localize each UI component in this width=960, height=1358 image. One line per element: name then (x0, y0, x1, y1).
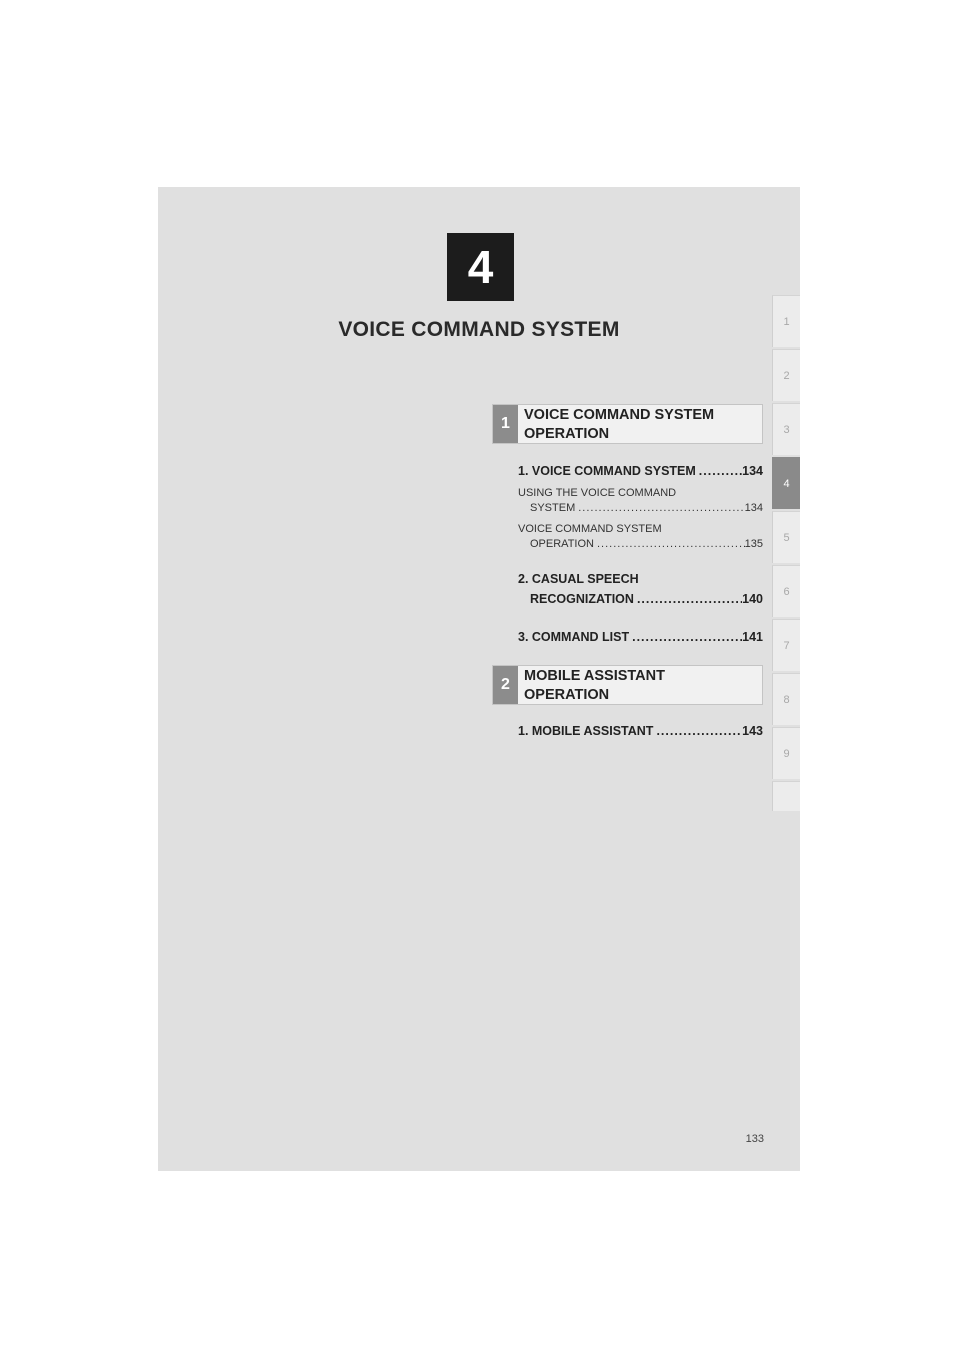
chapter-tab-9[interactable]: 9 (772, 727, 800, 779)
toc-section-1 (492, 462, 763, 646)
toc-entry[interactable]: 1. MOBILE ASSISTANT ..... 143 (492, 722, 763, 740)
section-header-2 (492, 665, 763, 705)
chapter-tab-6[interactable]: 6 (772, 565, 800, 617)
toc-entry[interactable]: RECOGNIZATION ..... 140 (492, 590, 763, 608)
toc-entry[interactable]: 1. VOICE COMMAND SYSTEM ..... 134 (492, 462, 763, 480)
chapter-tabs (772, 295, 800, 813)
chapter-tab-1[interactable]: 1 (772, 295, 800, 347)
toc-section-2 (492, 722, 763, 740)
chapter-tab-3[interactable]: 3 (772, 403, 800, 455)
toc-subentry[interactable]: OPERATION ..... 135 (492, 537, 763, 552)
chapter-tab-2[interactable]: 2 (772, 349, 800, 401)
toc-subentry-label: VOICE COMMAND SYSTEM (518, 523, 662, 535)
toc-entry[interactable]: 3. COMMAND LIST ..... 141 (492, 628, 763, 646)
section-number-2: 2 (493, 666, 518, 704)
section-header-1 (492, 404, 763, 444)
chapter-tab-8[interactable]: 8 (772, 673, 800, 725)
section-number-1: 1 (493, 405, 518, 443)
section-title-1: VOICE COMMAND SYSTEM OPERATION (524, 407, 715, 442)
chapter-tab-4[interactable]: 4 (772, 457, 800, 509)
chapter-tab-7[interactable]: 7 (772, 619, 800, 671)
toc-subentry-label: USING THE VOICE COMMAND (518, 487, 677, 499)
chapter-number-box (447, 233, 514, 301)
chapter-title: VOICE COMMAND SYSTEM (338, 318, 620, 341)
toc-subentry[interactable]: SYSTEM ..... 134 (492, 501, 763, 516)
page-number: 133 (745, 1133, 764, 1145)
chapter-tab-blank (772, 781, 800, 811)
section-title-2: MOBILE ASSISTANT OPERATION (524, 668, 665, 703)
chapter-tab-5[interactable]: 5 (772, 511, 800, 563)
chapter-number: 4 (467, 241, 494, 293)
toc-entry-label: 2. CASUAL SPEECH (518, 572, 639, 586)
